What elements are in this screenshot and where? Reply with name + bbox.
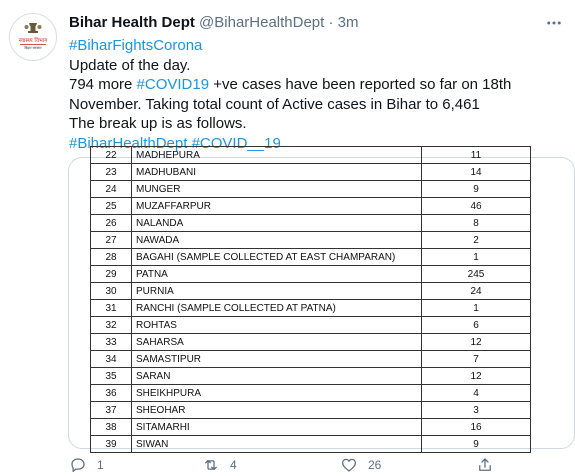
row-district: PATNA [132,266,422,283]
retweet-count: 4 [230,458,237,472]
row-serial: 24 [91,181,132,198]
table-row [91,215,531,232]
text-line-5: The break up is as follows. [69,115,247,132]
row-district: MUNGER [132,181,422,198]
row-district: RANCHI (SAMPLE COLLECTED AT PATNA) [132,300,422,317]
row-count: 16 [422,419,531,436]
row-count: 14 [422,164,531,181]
row-district: NAWADA [132,232,422,249]
table-row [91,419,531,436]
table-row [91,232,531,249]
row-serial: 22 [91,147,132,164]
avatar-text: स्वास्थ्य विभाग [18,38,48,44]
row-district: SAHARSA [132,334,422,351]
like-button[interactable] [340,456,381,474]
text-line-4: November. Taking total count of Active cases in Bihar to 6,461 [69,95,480,113]
row-district: SHEOHAR [132,402,422,419]
row-serial: 30 [91,283,132,300]
text-line-3 [69,75,564,95]
reply-count: 1 [97,458,104,472]
row-count: 7 [422,351,531,368]
row-serial: 36 [91,385,132,402]
table-row [91,300,531,317]
retweet-icon [202,456,220,474]
table-row [91,249,531,266]
row-district: NALANDA [132,215,422,232]
row-count: 9 [422,436,531,453]
row-serial: 38 [91,419,132,436]
avatar-subtext: बिहार सरकार [24,46,42,50]
row-district: MADHUBANI [132,164,422,181]
table-row [91,198,531,215]
table-row [91,164,531,181]
row-count: 1 [422,300,531,317]
row-count: 11 [422,147,531,164]
row-count: 46 [422,198,531,215]
row-serial: 26 [91,215,132,232]
row-serial: 39 [91,436,132,453]
tweet-text [69,36,564,153]
table-row [91,266,531,283]
table-row [91,436,531,453]
tweet-image[interactable] [68,149,575,450]
row-serial: 27 [91,232,132,249]
hashtag-biharhealthdept[interactable]: #BiharHealthDept [69,134,188,152]
row-count: 1 [422,249,531,266]
row-serial: 28 [91,249,132,266]
row-count: 12 [422,368,531,385]
tweet-header [69,14,359,31]
retweet-button[interactable] [202,456,237,474]
table-row [91,368,531,385]
row-count: 3 [422,402,531,419]
row-district: MADHEPURA [132,147,422,164]
row-district: BAGAHI (SAMPLE COLLECTED AT EAST CHAMPARAN) [132,249,422,266]
row-serial: 34 [91,351,132,368]
table-row [91,283,531,300]
author-name[interactable]: Bihar Health Dept [69,14,195,31]
author-handle[interactable]: @BiharHealthDept [199,14,325,31]
row-count: 8 [422,215,531,232]
table-row [91,385,531,402]
timestamp[interactable]: 3m [337,14,359,31]
action-bar [69,456,549,476]
table-body [91,147,531,453]
bihar-health-logo [10,14,56,60]
row-count: 4 [422,385,531,402]
row-count: 9 [422,181,531,198]
table-row [91,334,531,351]
row-count: 24 [422,283,531,300]
row-serial: 23 [91,164,132,181]
row-serial: 25 [91,198,132,215]
district-table [90,146,531,453]
row-serial: 37 [91,402,132,419]
like-count: 26 [368,458,382,472]
row-district: SIWAN [132,436,422,453]
share-button[interactable] [476,456,504,474]
table-row [91,351,531,368]
table-row [91,317,531,334]
share-icon [476,456,494,474]
hashtag-covid19[interactable]: #COVID19 [136,76,210,93]
reply-icon [69,456,87,474]
row-district: MUZAFFARPUR [132,198,422,215]
table-row [91,147,531,164]
text-line-3-post: +ve cases have been reported so far on 18th [209,76,512,93]
table-row [91,402,531,419]
row-district: SAMASTIPUR [132,351,422,368]
separator-dot: · [328,14,334,31]
text-line-3-pre: 794 more [69,76,137,93]
hashtag-covid-19[interactable]: #COVID__19 [191,134,281,152]
more-icon[interactable] [545,14,563,36]
text-line-2: Update of the day. [69,56,191,74]
row-count: 245 [422,266,531,283]
row-district: SITAMARHI [132,419,422,436]
row-serial: 31 [91,300,132,317]
row-serial: 33 [91,334,132,351]
row-district: SHEIKHPURA [132,385,422,402]
row-serial: 32 [91,317,132,334]
row-serial: 29 [91,266,132,283]
reply-button[interactable] [69,456,104,474]
row-count: 2 [422,232,531,249]
row-count: 12 [422,334,531,351]
hashtag-biharfightscorona[interactable]: #BiharFightsCorona [69,37,203,54]
row-district: ROHTAS [132,317,422,334]
row-count: 6 [422,317,531,334]
avatar[interactable] [9,13,57,61]
row-district: SARAN [132,368,422,385]
like-icon [340,456,358,474]
row-district: PURNIA [132,283,422,300]
table-row [91,181,531,198]
row-serial: 35 [91,368,132,385]
